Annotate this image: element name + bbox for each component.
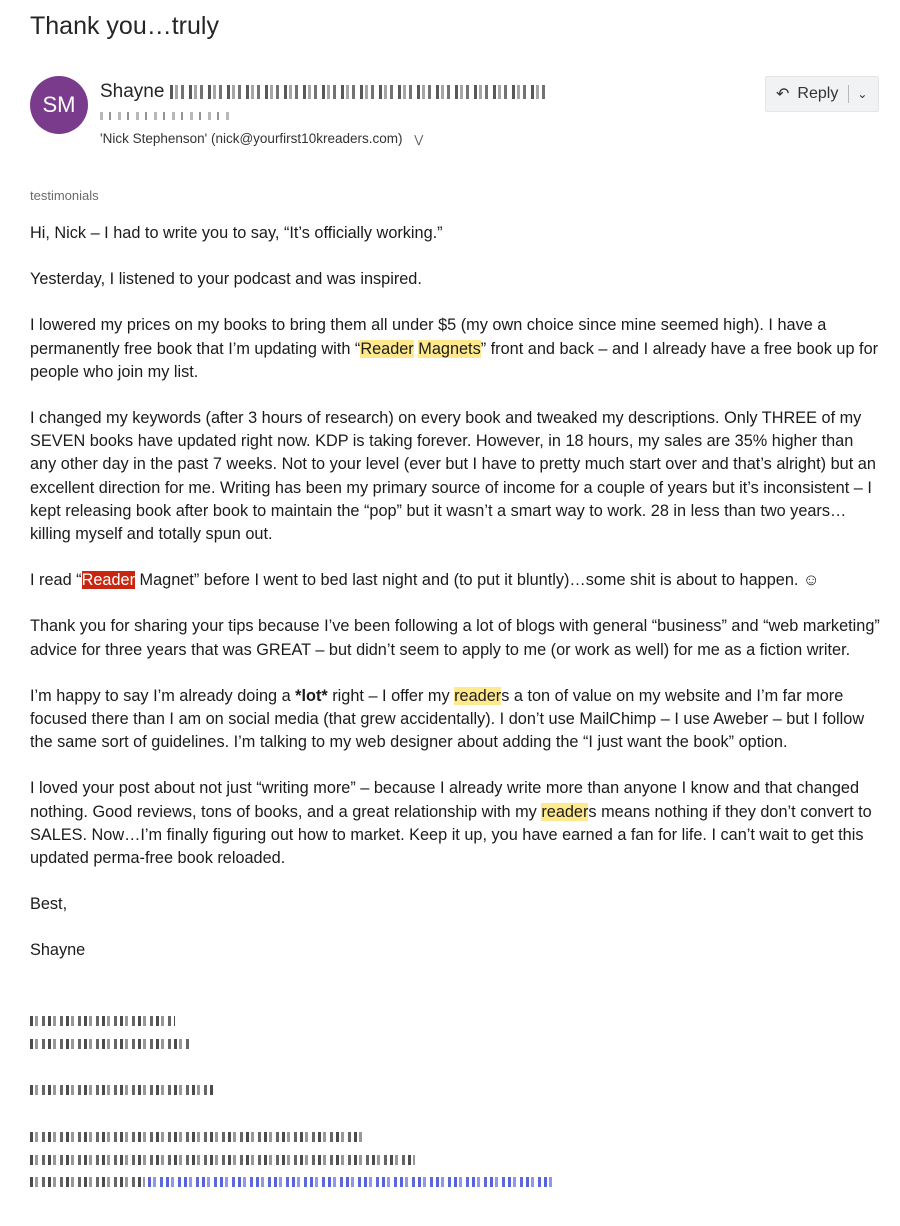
redacted-signature-line bbox=[30, 1085, 215, 1095]
chevron-down-icon[interactable]: ⌄ bbox=[857, 87, 868, 101]
button-divider bbox=[848, 85, 849, 103]
closing: Best, bbox=[30, 895, 68, 914]
email-subject: Thank you…truly bbox=[30, 12, 219, 40]
redacted-signature-line bbox=[30, 1155, 415, 1165]
category-tag: testimonials bbox=[30, 188, 99, 203]
paragraph-reader-magnet: I read “Reader Magnet” before I went to bed last night and (to put it bluntly)…some shit is about to happen. ☺ bbox=[30, 571, 820, 590]
highlight-reader: Reader bbox=[360, 339, 414, 358]
reply-button[interactable] bbox=[765, 76, 879, 112]
redacted-signature-line bbox=[30, 1132, 365, 1142]
redacted-signature-line bbox=[30, 1177, 145, 1187]
redacted-sender-details bbox=[170, 85, 550, 99]
paragraph-thanks: Thank you for sharing your tips because I’ve been following a lot of blogs with general “business” and “web marketing” advice for three years that was GREAT – but didn’t seem to apply to me (or work as well) for me as a fiction writer. bbox=[30, 617, 880, 659]
highlight-magnets: Magnets bbox=[418, 339, 481, 358]
sender-avatar[interactable] bbox=[30, 76, 88, 134]
redacted-signature-link[interactable] bbox=[148, 1177, 553, 1187]
paragraph-loved-post: I loved your post about not just “writing more” – because I already write more than anyone I know and that changed nothing. Good reviews, tons of books, and a great relationship with my readers means nothing if they don’t convert to SALES. Now…I’m finally figuring out how to market. Keep it up, you have earned a fan for life. I can’t wait to get this updated perma-free book reloaded. bbox=[30, 779, 872, 868]
sender-name-line[interactable] bbox=[100, 81, 550, 103]
recipient-line[interactable] bbox=[100, 131, 423, 146]
sender-first-name: Shayne bbox=[100, 81, 165, 102]
paragraph-happy: I’m happy to say I’m already doing a *lot* right – I offer my readers a ton of value on my website and I’m far more focused there than I am on social media (that grew accidentally). I don’t use MailChimp – I use Aweber – but I follow the same sort of guidelines. I’m talking to my web designer about adding the “I just want the book” option. bbox=[30, 686, 865, 752]
paragraph-podcast: Yesterday, I listened to your podcast and was inspired. bbox=[30, 270, 422, 289]
paragraph-prices: I lowered my prices on my books to bring them all under $5 (my own choice since mine seemed high). I have a permanently free book that I’m updating with “Reader Magnets” front and back – and I already have a free book up for people who join my list. bbox=[30, 316, 879, 381]
reply-arrow-icon: ↶ bbox=[776, 86, 790, 103]
paragraph-keywords: I changed my keywords (after 3 hours of research) on every book and tweaked my descriptions. Only THREE of my SEVEN books have updated right now. KDP is taking forever. However, in 18 hours, my sales are 35% higher than any other day in the past 7 weeks. Not to your level (ever but I have to pretty much start over and that’s alright) but an excellent direction for me. Writing has been my primary source of income for a couple of years but it’s inconsistent – I kept releasing book after book to maintain the “pop” but it wasn’t a smart way to work. 28 in less than two years…killing myself and totally spun out. bbox=[30, 409, 876, 544]
double-chevron-icon[interactable]: ⋁ bbox=[414, 134, 424, 146]
highlight-reader: reader bbox=[454, 686, 502, 705]
redacted-signature-line bbox=[30, 1016, 175, 1026]
bold-lot: *lot* bbox=[295, 686, 328, 705]
signature-name: Shayne bbox=[30, 941, 86, 960]
search-highlight-reader: Reader bbox=[81, 571, 135, 590]
highlight-reader: reader bbox=[541, 802, 589, 821]
avatar-initials: SM bbox=[42, 92, 76, 117]
recipient-address: 'Nick Stephenson' (nick@yourfirst10kreaders.com) bbox=[100, 131, 403, 146]
redacted-signature-line bbox=[30, 1039, 190, 1049]
paragraph-greeting: Hi, Nick – I had to write you to say, “It’s officially working.” bbox=[30, 224, 443, 242]
email-body bbox=[30, 222, 880, 986]
reply-label: Reply bbox=[797, 85, 839, 102]
redacted-sender-meta bbox=[100, 112, 230, 120]
